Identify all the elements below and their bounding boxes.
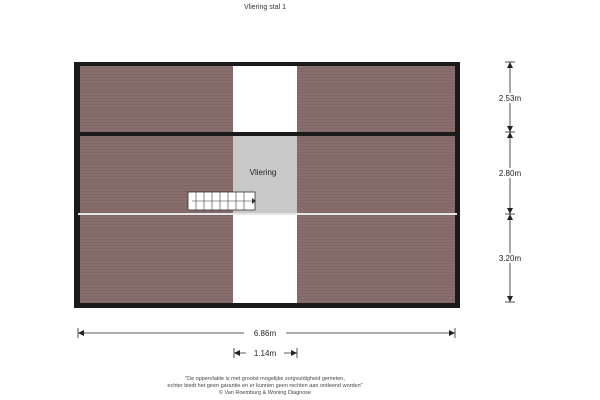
open-strip-top	[233, 66, 297, 132]
roof-top-left	[80, 66, 233, 132]
roof-bottom-right	[297, 215, 455, 303]
disclaimer-line-1: "De oppervlakte is met grootst mogelijke zorgvuldigheid gemeten,	[185, 376, 345, 382]
room-label: Vliering	[249, 168, 277, 177]
disclaimer	[0, 376, 530, 397]
roof-bottom-left	[80, 215, 233, 303]
dim-bottom-total: 6.86m	[253, 329, 277, 338]
dim-right-2: 2.80m	[498, 169, 522, 178]
roof-top-right	[297, 66, 455, 132]
open-strip-bottom	[233, 215, 297, 303]
plan-title: Vliering stal 1	[243, 4, 287, 11]
roof-mid-right	[297, 136, 455, 213]
beam-upper	[80, 132, 455, 136]
dim-bottom-inner: 1.14m	[253, 349, 277, 358]
dim-right-1: 2.53m	[498, 94, 522, 103]
disclaimer-line-2: echter biedt het geen garantie en er kunnen geen rechten aan ontleend worden"	[167, 383, 363, 389]
stairs-icon	[188, 192, 256, 210]
copyright: © Van Roemburg & Woning Diagnose	[218, 390, 312, 396]
dim-right-3: 3.20m	[498, 254, 522, 263]
